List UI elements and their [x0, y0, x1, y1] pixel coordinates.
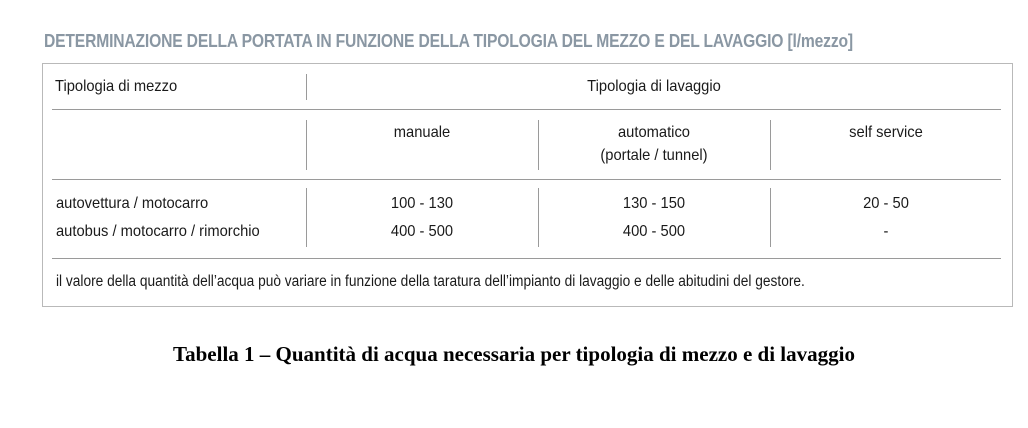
- vehicle-type-header: Tipologia di mezzo: [55, 78, 178, 95]
- table-heading: DETERMINAZIONE DELLA PORTATA IN FUNZIONE DELLA TIPOLOGIA DEL MEZZO E DEL LAVAGGIO [l/mezzo]: [44, 31, 853, 51]
- vehicle-column-divider-top: [306, 74, 307, 100]
- row-vehicle-label: autovettura / motocarro: [56, 195, 209, 212]
- automatic-column-divider-body: [770, 188, 771, 247]
- manual-column-divider-sub: [538, 120, 539, 170]
- table-caption: Tabella 1 – Quantità di acqua necessaria per tipologia di mezzo e di lavaggio: [173, 342, 855, 366]
- vehicle-column-divider-sub: [306, 120, 307, 170]
- water-flow-table: [42, 63, 1013, 307]
- manual-column-divider-body: [538, 188, 539, 247]
- manual-header: manuale: [393, 124, 451, 141]
- table-note: il valore della quantità dell’acqua può variare in funzione della taratura dell’impianto di lavaggio e delle abitudini del gestore.: [56, 273, 805, 290]
- automatic-column-divider-sub: [770, 120, 771, 170]
- row-automatic-value: 130 - 150: [622, 195, 686, 212]
- body-divider: [52, 258, 1001, 259]
- self-service-header: self service: [849, 124, 923, 141]
- row-self-service-value: -: [883, 223, 889, 240]
- vehicle-column-divider-body: [306, 188, 307, 247]
- row-vehicle-label: autobus / motocarro / rimorchio: [56, 223, 260, 240]
- subheader-divider: [52, 179, 1001, 180]
- row-automatic-value: 400 - 500: [622, 223, 686, 240]
- row-self-service-value: 20 - 50: [863, 195, 909, 212]
- automatic-header-detail: (portale / tunnel): [600, 147, 708, 164]
- header-divider: [52, 109, 1001, 110]
- row-manual-value: 100 - 130: [390, 195, 454, 212]
- washing-type-header: Tipologia di lavaggio: [587, 78, 721, 95]
- row-manual-value: 400 - 500: [390, 223, 454, 240]
- automatic-header: automatico: [617, 124, 690, 141]
